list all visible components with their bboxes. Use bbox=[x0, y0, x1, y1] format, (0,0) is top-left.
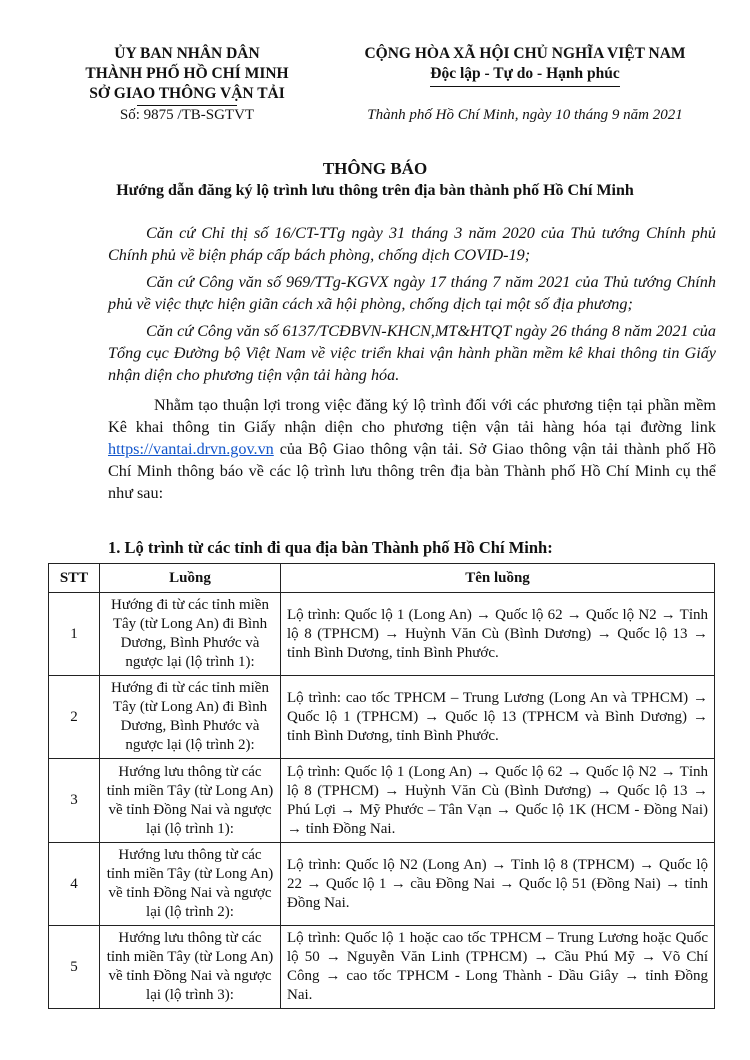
row-luong: Hướng lưu thông từ các tỉnh miền Tây (từ Long An) về tỉnh Đồng Nai và ngược lại (lộ trình 2): bbox=[100, 843, 281, 926]
legal-basis-2: Căn cứ Công văn số 969/TTg-KGVX ngày 17 tháng 7 năm 2021 của Thủ tướng Chính phủ về việc thực hiện giãn cách xã hội phòng, chống dịch tại một số địa phương; bbox=[108, 273, 716, 313]
legal-basis-1: Căn cứ Chỉ thị số 16/CT-TTg ngày 31 tháng 3 năm 2020 của Thủ tướng Chính phủ Chính phủ về biện pháp cấp bách phòng, chống dịch COVID-19; bbox=[108, 224, 716, 264]
title-main: THÔNG BÁO bbox=[322, 159, 428, 178]
row-ten-luong: Lộ trình: Quốc lộ 1 hoặc cao tốc TPHCM – Trung Lương hoặc Quốc lộ 50 → Nguyễn Văn Linh (TPHCM) → Cầu Phú Mỹ → Võ Chí Công → cao tốc TPHCM - Long Thành - Dầu Giây → tỉnh Đồng Nai. bbox=[281, 926, 715, 1009]
row-ten-luong: Lộ trình: Quốc lộ 1 (Long An) → Quốc lộ 62 → Quốc lộ N2 → Tỉnh lộ 8 (TPHCM) → Huỳnh Văn Cù (Bình Dương) → Quốc lộ 13 → tỉnh Bình Dương, tỉnh Bình Phước. bbox=[281, 593, 715, 676]
row-luong: Hướng đi từ các tỉnh miền Tây (từ Long An) đi Bình Dương, Bình Phước và ngược lại (lộ trình 1): bbox=[100, 593, 281, 676]
document-title bbox=[40, 158, 710, 202]
row-ten-luong: Lộ trình: cao tốc TPHCM – Trung Lương (Long An và TPHCM) → Quốc lộ 1 (TPHCM) → Quốc lộ 13 (TPHCM và Bình Dương) → tỉnh Bình Dương, tỉnh Bình Phước. bbox=[281, 676, 715, 759]
table-row bbox=[49, 759, 715, 843]
col-luong: Luồng bbox=[100, 564, 281, 593]
agency-line-1: ỦY BAN NHÂN DÂN bbox=[114, 45, 260, 62]
intro-text-2: của Bộ Giao thông vận tải. Sở Giao thông vận tải thành phố Hồ Chí Minh thông báo về các lộ trình lưu thông trên địa bàn Thành phố Hồ Chí Minh cụ thể như sau: bbox=[108, 440, 716, 502]
row-stt: 3 bbox=[49, 759, 100, 843]
row-stt: 1 bbox=[49, 593, 100, 676]
intro-paragraph bbox=[108, 394, 716, 504]
national-motto: Độc lập - Tự do - Hạnh phúc bbox=[430, 65, 620, 82]
row-stt: 4 bbox=[49, 843, 100, 926]
section-1-heading: 1. Lộ trình từ các tỉnh đi qua địa bàn Thành phố Hồ Chí Minh: bbox=[108, 538, 553, 557]
table-row bbox=[49, 843, 715, 926]
row-stt: 2 bbox=[49, 676, 100, 759]
document-body bbox=[108, 222, 716, 504]
vantai-link[interactable]: https://vantai.drvn.gov.vn bbox=[108, 440, 274, 458]
intro-text-1: Nhằm tạo thuận lợi trong việc đăng ký lộ trình đối với các phương tiện tại phần mềm Kê khai thông tin Giấy nhận diện cho phương tiện vận tải hàng hóa tại đường link bbox=[108, 396, 716, 436]
national-motto-wrap bbox=[430, 64, 619, 85]
routes-table bbox=[48, 563, 715, 1009]
issuing-agency bbox=[52, 44, 322, 104]
table-row bbox=[49, 676, 715, 759]
title-subtitle: Hướng dẫn đăng ký lộ trình lưu thông trên địa bàn thành phố Hồ Chí Minh bbox=[116, 182, 634, 199]
row-ten-luong: Lộ trình: Quốc lộ 1 (Long An) → Quốc lộ 62 → Quốc lộ N2 → Tỉnh lộ 8 (TPHCM) → Huỳnh Văn Cù (Bình Dương) → Quốc lộ 13 → Phú Lợi → Mỹ Phước – Tân Vạn → Quốc lộ 1K (HCM - Đồng Nai) → tỉnh Đồng Nai. bbox=[281, 759, 715, 843]
row-luong: Hướng lưu thông từ các tỉnh miền Tây (từ Long An) về tỉnh Đồng Nai và ngược lại (lộ trình 1): bbox=[100, 759, 281, 843]
agency-line-3: SỞ GIAO THÔNG VẬN TẢI bbox=[89, 85, 285, 102]
agency-line-3-wrap bbox=[89, 84, 285, 104]
row-ten-luong: Lộ trình: Quốc lộ N2 (Long An) → Tỉnh lộ 8 (TPHCM) → Quốc lộ 22 → Quốc lộ 1 → cầu Đồng Nai → Quốc lộ 51 (Đồng Nai) → tỉnh Đồng Nai. bbox=[281, 843, 715, 926]
document-number: Số: 9875 /TB-SGTVT bbox=[119, 107, 255, 123]
legal-basis-3: Căn cứ Công văn số 6137/TCĐBVN-KHCN,MT&HTQT ngày 26 tháng 8 năm 2021 của Tổng cục Đường bộ Việt Nam về việc triển khai vận hành phần mềm kê khai thông tin Giấy nhận diện cho phương tiện vận tải hàng hóa. bbox=[108, 322, 716, 384]
row-luong: Hướng lưu thông từ các tỉnh miền Tây (từ Long An) về tỉnh Đồng Nai và ngược lại (lộ trình 3): bbox=[100, 926, 281, 1009]
table-row bbox=[49, 593, 715, 676]
col-stt: STT bbox=[49, 564, 100, 593]
nation-name: CỘNG HÒA XÃ HỘI CHỦ NGHĨA VIỆT NAM bbox=[364, 45, 686, 62]
row-luong: Hướng đi từ các tỉnh miền Tây (từ Long An) đi Bình Dương, Bình Phước và ngược lại (lộ trình 2): bbox=[100, 676, 281, 759]
table-header-row bbox=[49, 564, 715, 593]
motto-underline bbox=[430, 86, 619, 87]
agency-underline bbox=[137, 105, 237, 106]
date-line: Thành phố Hồ Chí Minh, ngày 10 tháng 9 năm 2021 bbox=[367, 107, 683, 123]
national-header bbox=[330, 44, 720, 85]
row-stt: 5 bbox=[49, 926, 100, 1009]
col-ten-luong: Tên luồng bbox=[281, 564, 715, 593]
agency-line-2: THÀNH PHỐ HỒ CHÍ MINH bbox=[85, 65, 289, 82]
table-row bbox=[49, 926, 715, 1009]
